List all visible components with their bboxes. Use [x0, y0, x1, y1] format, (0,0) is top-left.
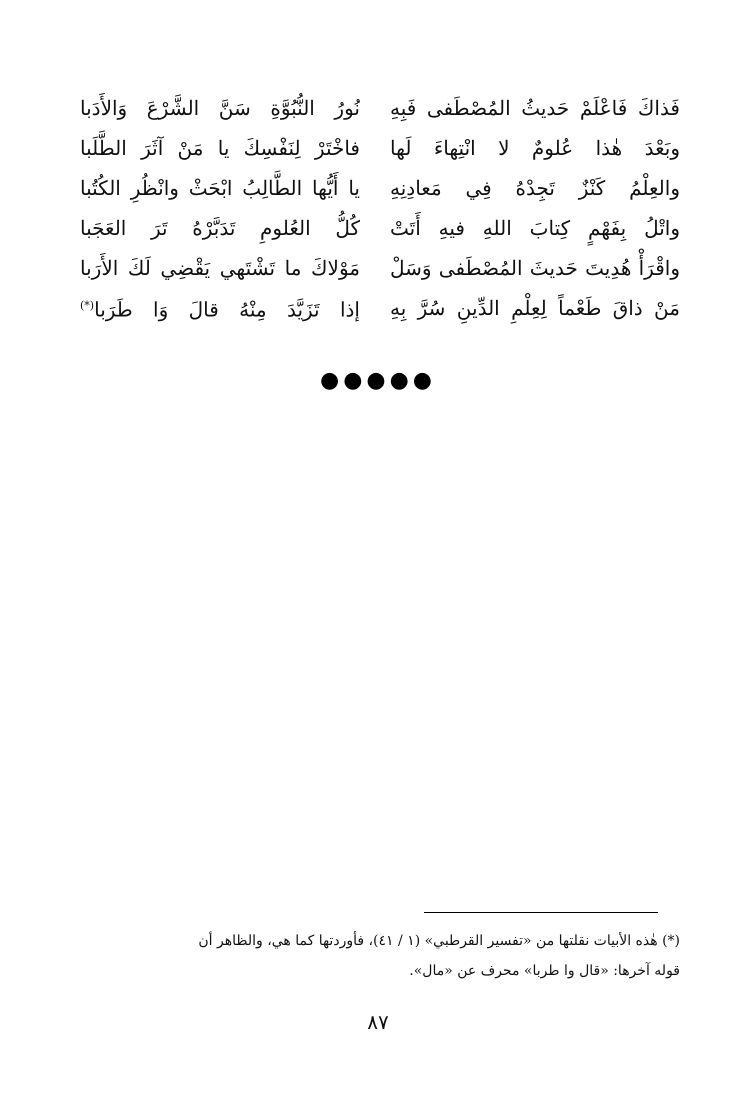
verse-1-first-hemistich: فَذاكَ فَاعْلَمْ حَديثُ المُصْطَفى فَبِهِ: [390, 96, 680, 120]
footnote-reference-mark: (*): [80, 299, 95, 313]
verse-1-second-hemistich: نُورُ النُّبُوَّةِ سَنَّ الشَّرْعَ وَالأَدَبا: [80, 96, 360, 120]
verse-3-second-hemistich: يا أَيُّها الطَّالِبُ ابْحَثْ وانْظُرِ الكُتُبا: [80, 176, 360, 200]
verse-2: [80, 128, 680, 168]
verse-6: [80, 288, 680, 328]
verse-2-first-hemistich: وبَعْدَ هٰذا عُلومٌ لا انْتِهاءَ لَها: [390, 136, 680, 160]
footnote: [80, 926, 680, 986]
verse-6-second-hemistich-text: إذا تَزَيَّدَ مِنْهُ قالَ وَا طَرَبا: [94, 297, 360, 322]
verse-4-second-hemistich: كُلُّ العُلومِ تَدَبَّرْهُ تَرَ العَجَبا: [80, 216, 360, 240]
verse-5: [80, 248, 680, 288]
poem: [80, 88, 680, 328]
verse-4-first-hemistich: واتْلُ بِفَهْمٍ كِتابَ اللهِ فيهِ أَتَتْ: [390, 216, 680, 240]
footnote-line-2: قوله آخرها: «قال وا طربا» محرف عن «مال».: [409, 963, 680, 979]
verse-2-second-hemistich: فاخْتَرْ لِنَفْسِكَ يا مَنْ آثَرَ الطَّلَبا: [80, 136, 360, 160]
verse-5-second-hemistich: مَوْلاكَ ما تَشْتَهي يَقْضِي لَكَ الأَرَبا: [80, 256, 360, 280]
verse-3-first-hemistich: والعِلْمُ كَنْزٌ تَجِدْهُ فِي مَعادِنِهِ: [390, 176, 680, 200]
verse-6-second-hemistich: [80, 286, 360, 330]
footnote-divider: [424, 912, 658, 913]
footnote-line-1: (*) هٰذه الأبيات نقلتها من «تفسير القرطبي» (١ / ٤١)، فأوردتها كما هي، والظاهر أن: [198, 933, 680, 949]
verse-5-first-hemistich: واقْرَأْ هُدِيتَ حَديثَ المُصْطَفى وَسَلْ: [390, 256, 680, 280]
verse-1: [80, 88, 680, 128]
verse-4: [80, 208, 680, 248]
page-number: ٨٧: [367, 1010, 389, 1034]
verse-3: [80, 168, 680, 208]
section-separator-dots: ●●●●●: [320, 368, 436, 393]
verse-6-first-hemistich: مَنْ ذاقَ طَعْماً لِعِلْمِ الدِّينِ سُرَّ بِهِ: [390, 296, 680, 320]
